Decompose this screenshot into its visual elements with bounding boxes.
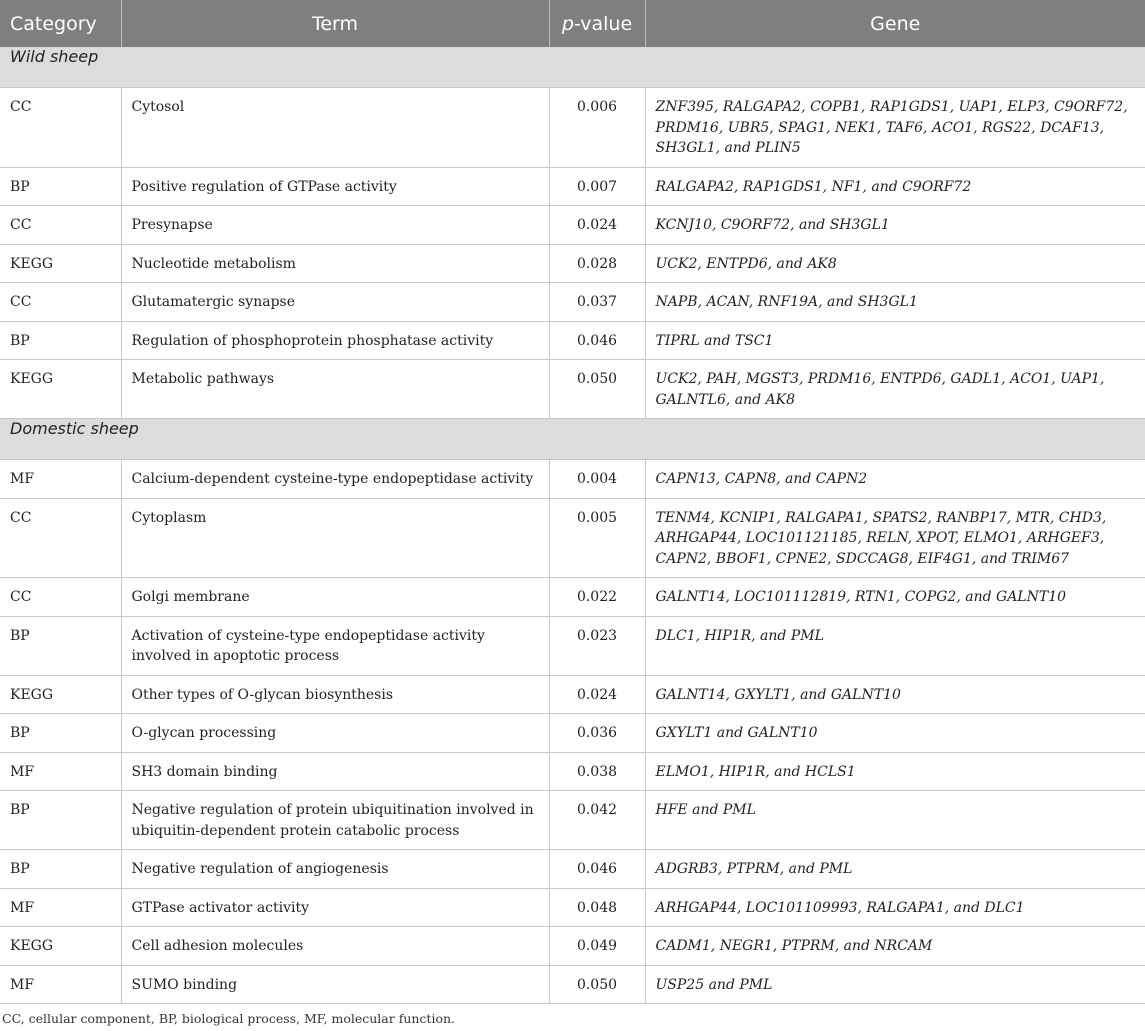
cell-category: KEGG <box>0 675 121 714</box>
table-row <box>0 850 1145 889</box>
cell-gene: GALNT14, LOC101112819, RTN1, COPG2, and GALNT10 <box>645 578 1145 617</box>
cell-p-value: 0.006 <box>549 88 645 168</box>
cell-gene: NAPB, ACAN, RNF19A, and SH3GL1 <box>645 283 1145 322</box>
table-row <box>0 578 1145 617</box>
header-p-italic: p <box>561 12 574 35</box>
cell-gene: ZNF395, RALGAPA2, COPB1, RAP1GDS1, UAP1, ELP3, C9ORF72, PRDM16, UBR5, SPAG1, NEK1, TAF6, ACO1, RGS22, DCAF13, SH3GL1, and PLIN5 <box>645 88 1145 168</box>
cell-gene: UCK2, ENTPD6, and AK8 <box>645 244 1145 283</box>
cell-gene: ELMO1, HIP1R, and HCLS1 <box>645 752 1145 791</box>
cell-category: BP <box>0 616 121 675</box>
cell-term: SH3 domain binding <box>121 752 549 791</box>
cell-gene: CADM1, NEGR1, PTPRM, and NRCAM <box>645 927 1145 966</box>
table-row <box>0 675 1145 714</box>
header-gene: Gene <box>645 0 1145 47</box>
header-p-suffix: -value <box>573 12 633 35</box>
cell-p-value: 0.046 <box>549 850 645 889</box>
table-row <box>0 714 1145 753</box>
cell-term: Negative regulation of angiogenesis <box>121 850 549 889</box>
cell-gene: GALNT14, GXYLT1, and GALNT10 <box>645 675 1145 714</box>
cell-term: Negative regulation of protein ubiquitination involved in ubiquitin-dependent protein catabolic process <box>121 791 549 850</box>
table-row <box>0 167 1145 206</box>
cell-category: CC <box>0 206 121 245</box>
cell-gene: HFE and PML <box>645 791 1145 850</box>
table-row <box>0 244 1145 283</box>
cell-term: Glutamatergic synapse <box>121 283 549 322</box>
cell-term: Positive regulation of GTPase activity <box>121 167 549 206</box>
table-row <box>0 206 1145 245</box>
cell-p-value: 0.005 <box>549 498 645 578</box>
cell-term: Cytoplasm <box>121 498 549 578</box>
cell-p-value: 0.050 <box>549 965 645 1004</box>
cell-term: Nucleotide metabolism <box>121 244 549 283</box>
cell-p-value: 0.007 <box>549 167 645 206</box>
cell-category: BP <box>0 714 121 753</box>
cell-p-value: 0.024 <box>549 675 645 714</box>
cell-category: BP <box>0 850 121 889</box>
cell-category: CC <box>0 283 121 322</box>
table-row <box>0 460 1145 499</box>
cell-term: Activation of cysteine-type endopeptidase activity involved in apoptotic process <box>121 616 549 675</box>
table-row <box>0 498 1145 578</box>
cell-gene: GXYLT1 and GALNT10 <box>645 714 1145 753</box>
cell-term: Golgi membrane <box>121 578 549 617</box>
group-label: Domestic sheep <box>0 419 1145 460</box>
cell-category: KEGG <box>0 927 121 966</box>
table-row <box>0 616 1145 675</box>
cell-p-value: 0.048 <box>549 888 645 927</box>
cell-gene: KCNJ10, C9ORF72, and SH3GL1 <box>645 206 1145 245</box>
table-row <box>0 88 1145 168</box>
cell-term: Calcium-dependent cysteine-type endopeptidase activity <box>121 460 549 499</box>
cell-gene: TENM4, KCNIP1, RALGAPA1, SPATS2, RANBP17, MTR, CHD3, ARHGAP44, LOC101121185, RELN, XPOT, ELMO1, ARHGEF3, CAPN2, BBOF1, CPNE2, SDCCAG8, EIF4G1, and TRIM67 <box>645 498 1145 578</box>
header-category: Category <box>0 0 121 47</box>
cell-p-value: 0.038 <box>549 752 645 791</box>
cell-category: CC <box>0 88 121 168</box>
cell-category: MF <box>0 888 121 927</box>
cell-gene: CAPN13, CAPN8, and CAPN2 <box>645 460 1145 499</box>
cell-term: Regulation of phosphoprotein phosphatase activity <box>121 321 549 360</box>
cell-category: KEGG <box>0 244 121 283</box>
cell-p-value: 0.037 <box>549 283 645 322</box>
group-row <box>0 47 1145 88</box>
cell-category: BP <box>0 791 121 850</box>
cell-term: Presynapse <box>121 206 549 245</box>
cell-category: BP <box>0 321 121 360</box>
cell-p-value: 0.024 <box>549 206 645 245</box>
cell-p-value: 0.050 <box>549 360 645 419</box>
cell-gene: UCK2, PAH, MGST3, PRDM16, ENTPD6, GADL1, ACO1, UAP1, GALNTL6, and AK8 <box>645 360 1145 419</box>
cell-category: BP <box>0 167 121 206</box>
cell-p-value: 0.036 <box>549 714 645 753</box>
cell-category: KEGG <box>0 360 121 419</box>
table-row <box>0 791 1145 850</box>
cell-p-value: 0.022 <box>549 578 645 617</box>
table-row <box>0 360 1145 419</box>
cell-category: MF <box>0 460 121 499</box>
cell-gene: RALGAPA2, RAP1GDS1, NF1, and C9ORF72 <box>645 167 1145 206</box>
cell-gene: USP25 and PML <box>645 965 1145 1004</box>
table-row <box>0 283 1145 322</box>
table-header <box>0 0 1145 47</box>
cell-term: Cytosol <box>121 88 549 168</box>
cell-category: CC <box>0 578 121 617</box>
cell-p-value: 0.046 <box>549 321 645 360</box>
table-body <box>0 47 1145 1004</box>
cell-term: O-glycan processing <box>121 714 549 753</box>
cell-gene: TIPRL and TSC1 <box>645 321 1145 360</box>
group-row <box>0 419 1145 460</box>
table-row <box>0 927 1145 966</box>
cell-p-value: 0.042 <box>549 791 645 850</box>
cell-p-value: 0.004 <box>549 460 645 499</box>
cell-gene: ARHGAP44, LOC101109993, RALGAPA1, and DLC1 <box>645 888 1145 927</box>
cell-term: Other types of O-glycan biosynthesis <box>121 675 549 714</box>
cell-category: MF <box>0 965 121 1004</box>
cell-term: SUMO binding <box>121 965 549 1004</box>
cell-gene: ADGRB3, PTPRM, and PML <box>645 850 1145 889</box>
cell-category: CC <box>0 498 121 578</box>
cell-term: Cell adhesion molecules <box>121 927 549 966</box>
table-row <box>0 888 1145 927</box>
cell-p-value: 0.028 <box>549 244 645 283</box>
group-label: Wild sheep <box>0 47 1145 88</box>
cell-p-value: 0.049 <box>549 927 645 966</box>
cell-p-value: 0.023 <box>549 616 645 675</box>
cell-category: MF <box>0 752 121 791</box>
cell-term: Metabolic pathways <box>121 360 549 419</box>
table-row <box>0 752 1145 791</box>
cell-term: GTPase activator activity <box>121 888 549 927</box>
header-term: Term <box>121 0 549 47</box>
header-p-value <box>549 0 645 47</box>
footnote: CC, cellular component, BP, biological process, MF, molecular function. <box>2 1011 456 1026</box>
table-row <box>0 965 1145 1004</box>
cell-gene: DLC1, HIP1R, and PML <box>645 616 1145 675</box>
table-row <box>0 321 1145 360</box>
